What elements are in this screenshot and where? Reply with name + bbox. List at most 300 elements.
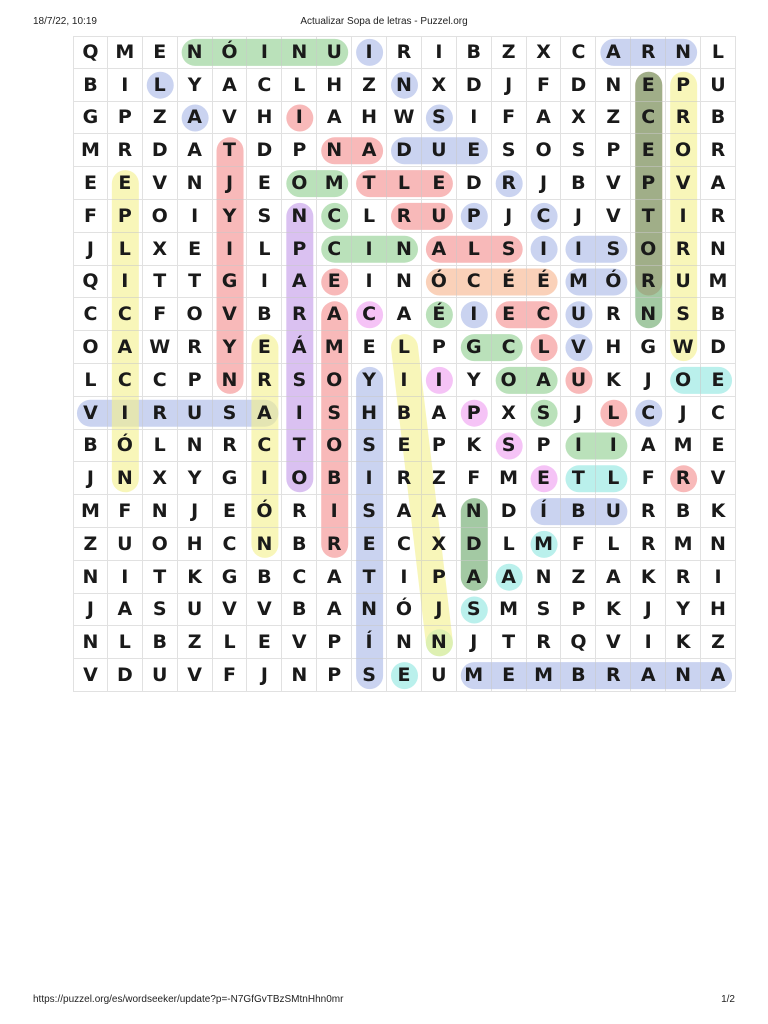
grid-cell[interactable]: A [631,659,666,692]
grid-cell[interactable]: I [352,266,387,299]
grid-cell[interactable]: N [596,69,631,102]
grid-cell[interactable]: K [666,626,701,659]
grid-cell[interactable]: V [213,102,248,135]
grid-cell[interactable]: R [666,561,701,594]
grid-cell[interactable]: I [387,364,422,397]
grid-cell[interactable]: R [387,200,422,233]
grid-cell[interactable]: E [422,167,457,200]
grid-cell[interactable]: I [282,102,317,135]
grid-cell[interactable]: A [387,495,422,528]
grid-cell[interactable]: U [561,298,596,331]
grid-cell[interactable]: B [73,430,108,463]
grid-cell[interactable]: W [387,102,422,135]
grid-cell[interactable]: E [457,134,492,167]
grid-cell[interactable]: O [143,528,178,561]
grid-cell[interactable]: B [561,495,596,528]
grid-cell[interactable]: W [666,331,701,364]
grid-cell[interactable]: U [701,69,736,102]
grid-cell[interactable]: P [666,69,701,102]
grid-cell[interactable]: A [178,134,213,167]
grid-cell[interactable]: A [422,495,457,528]
grid-cell[interactable]: S [596,233,631,266]
grid-cell[interactable]: E [387,430,422,463]
grid-cell[interactable]: Z [492,36,527,69]
grid-cell[interactable]: R [701,134,736,167]
grid-cell[interactable]: X [143,462,178,495]
grid-cell[interactable]: S [457,594,492,627]
grid-cell[interactable]: J [73,462,108,495]
grid-cell[interactable]: L [143,69,178,102]
grid-cell[interactable]: Z [73,528,108,561]
grid-cell[interactable]: L [492,528,527,561]
grid-cell[interactable]: V [666,167,701,200]
grid-cell[interactable]: I [701,561,736,594]
grid-cell[interactable]: I [247,266,282,299]
grid-cell[interactable]: R [387,36,422,69]
grid-cell[interactable]: E [108,167,143,200]
grid-cell[interactable]: B [143,626,178,659]
grid-cell[interactable]: M [527,528,562,561]
grid-cell[interactable]: M [317,167,352,200]
grid-cell[interactable]: P [108,102,143,135]
grid-cell[interactable]: C [457,266,492,299]
grid-cell[interactable]: C [631,397,666,430]
grid-cell[interactable]: J [178,495,213,528]
grid-cell[interactable]: G [457,331,492,364]
grid-cell[interactable]: R [387,462,422,495]
grid-cell[interactable]: Ó [422,266,457,299]
grid-cell[interactable]: B [666,495,701,528]
grid-cell[interactable]: J [631,364,666,397]
grid-cell[interactable]: N [666,659,701,692]
grid-cell[interactable]: I [247,36,282,69]
grid-cell[interactable]: E [213,495,248,528]
grid-cell[interactable]: N [247,528,282,561]
grid-cell[interactable]: B [73,69,108,102]
grid-cell[interactable]: I [352,36,387,69]
grid-cell[interactable]: Z [596,102,631,135]
grid-cell[interactable]: I [561,430,596,463]
grid-cell[interactable]: B [387,397,422,430]
grid-cell[interactable]: P [457,397,492,430]
grid-cell[interactable]: J [492,200,527,233]
grid-cell[interactable]: F [492,102,527,135]
grid-cell[interactable]: R [701,200,736,233]
grid-cell[interactable]: I [108,561,143,594]
grid-cell[interactable]: P [422,331,457,364]
grid-cell[interactable]: Y [213,331,248,364]
grid-cell[interactable]: G [73,102,108,135]
grid-cell[interactable]: A [701,659,736,692]
grid-cell[interactable]: S [213,397,248,430]
grid-cell[interactable]: T [631,200,666,233]
grid-cell[interactable]: I [422,364,457,397]
grid-cell[interactable]: Y [213,200,248,233]
grid-cell[interactable]: C [108,364,143,397]
grid-cell[interactable]: L [596,462,631,495]
grid-cell[interactable]: O [666,364,701,397]
grid-cell[interactable]: D [457,167,492,200]
grid-cell[interactable]: O [527,134,562,167]
grid-cell[interactable]: R [596,298,631,331]
grid-cell[interactable]: C [317,233,352,266]
grid-cell[interactable]: M [701,266,736,299]
grid-cell[interactable]: N [178,430,213,463]
grid-cell[interactable]: U [561,364,596,397]
grid-cell[interactable]: T [143,266,178,299]
grid-cell[interactable]: R [527,626,562,659]
grid-cell[interactable]: M [666,528,701,561]
grid-cell[interactable]: G [213,462,248,495]
grid-cell[interactable]: V [143,167,178,200]
grid-cell[interactable]: B [561,659,596,692]
grid-cell[interactable]: M [73,495,108,528]
grid-cell[interactable]: G [631,331,666,364]
grid-cell[interactable]: Y [457,364,492,397]
grid-cell[interactable]: S [282,364,317,397]
grid-cell[interactable]: C [352,298,387,331]
grid-cell[interactable]: N [213,364,248,397]
grid-cell[interactable]: I [457,298,492,331]
grid-cell[interactable]: Z [422,462,457,495]
grid-cell[interactable]: T [178,266,213,299]
grid-cell[interactable]: E [143,36,178,69]
grid-cell[interactable]: T [492,626,527,659]
grid-cell[interactable]: É [492,266,527,299]
grid-cell[interactable]: M [666,430,701,463]
grid-cell[interactable]: X [422,528,457,561]
grid-cell[interactable]: U [108,528,143,561]
grid-cell[interactable]: N [143,495,178,528]
grid-cell[interactable]: I [247,462,282,495]
grid-cell[interactable]: D [701,331,736,364]
grid-cell[interactable]: E [387,659,422,692]
grid-cell[interactable]: C [527,200,562,233]
grid-cell[interactable]: A [108,594,143,627]
grid-cell[interactable]: R [317,528,352,561]
grid-cell[interactable]: J [492,69,527,102]
grid-cell[interactable]: I [352,233,387,266]
grid-cell[interactable]: J [422,594,457,627]
grid-cell[interactable]: K [178,561,213,594]
grid-cell[interactable]: A [492,561,527,594]
grid-cell[interactable]: R [282,495,317,528]
grid-cell[interactable]: A [527,102,562,135]
grid-cell[interactable]: L [596,397,631,430]
grid-cell[interactable]: L [701,36,736,69]
grid-cell[interactable]: V [247,594,282,627]
grid-cell[interactable]: B [457,36,492,69]
grid-cell[interactable]: P [527,430,562,463]
grid-cell[interactable]: I [527,233,562,266]
grid-cell[interactable]: C [701,397,736,430]
grid-cell[interactable]: X [422,69,457,102]
grid-cell[interactable]: R [631,495,666,528]
grid-cell[interactable]: H [701,594,736,627]
grid-cell[interactable]: I [352,462,387,495]
grid-cell[interactable]: B [317,462,352,495]
grid-cell[interactable]: I [561,233,596,266]
grid-cell[interactable]: D [108,659,143,692]
grid-cell[interactable]: P [282,134,317,167]
grid-cell[interactable]: P [282,233,317,266]
grid-cell[interactable]: N [178,167,213,200]
grid-cell[interactable]: R [666,102,701,135]
grid-cell[interactable]: E [701,430,736,463]
grid-cell[interactable]: A [108,331,143,364]
grid-cell[interactable]: M [73,134,108,167]
grid-cell[interactable]: O [492,364,527,397]
grid-cell[interactable]: I [282,397,317,430]
grid-cell[interactable]: S [143,594,178,627]
grid-cell[interactable]: S [527,594,562,627]
grid-cell[interactable]: N [422,626,457,659]
grid-cell[interactable]: A [317,594,352,627]
grid-cell[interactable]: B [282,528,317,561]
grid-cell[interactable]: K [631,561,666,594]
grid-cell[interactable]: U [422,134,457,167]
grid-cell[interactable]: I [213,233,248,266]
grid-cell[interactable]: Y [178,69,213,102]
grid-cell[interactable]: U [422,200,457,233]
grid-cell[interactable]: D [457,528,492,561]
grid-cell[interactable]: A [213,69,248,102]
grid-cell[interactable]: X [492,397,527,430]
grid-cell[interactable]: S [492,233,527,266]
grid-cell[interactable]: J [247,659,282,692]
grid-cell[interactable]: N [631,298,666,331]
grid-cell[interactable]: É [527,266,562,299]
grid-cell[interactable]: N [387,626,422,659]
grid-cell[interactable]: A [457,561,492,594]
grid-cell[interactable]: J [73,594,108,627]
grid-cell[interactable]: E [631,134,666,167]
grid-cell[interactable]: N [387,233,422,266]
grid-cell[interactable]: J [561,200,596,233]
grid-cell[interactable]: V [282,626,317,659]
grid-cell[interactable]: L [108,233,143,266]
grid-cell[interactable]: Í [352,626,387,659]
grid-cell[interactable]: C [282,561,317,594]
grid-cell[interactable]: P [178,364,213,397]
grid-cell[interactable]: S [317,397,352,430]
grid-cell[interactable]: S [352,495,387,528]
grid-cell[interactable]: M [527,659,562,692]
grid-cell[interactable]: E [247,331,282,364]
grid-cell[interactable]: L [387,331,422,364]
grid-cell[interactable]: I [317,495,352,528]
grid-cell[interactable]: V [701,462,736,495]
grid-cell[interactable]: Q [73,266,108,299]
grid-cell[interactable]: A [282,266,317,299]
grid-cell[interactable]: I [108,266,143,299]
grid-cell[interactable]: P [631,167,666,200]
grid-cell[interactable]: U [143,659,178,692]
grid-cell[interactable]: Ó [213,36,248,69]
grid-cell[interactable]: E [247,626,282,659]
grid-cell[interactable]: E [73,167,108,200]
grid-cell[interactable]: R [143,397,178,430]
grid-cell[interactable]: R [631,528,666,561]
grid-cell[interactable]: O [631,233,666,266]
grid-cell[interactable]: T [561,462,596,495]
grid-cell[interactable]: A [317,102,352,135]
grid-cell[interactable]: V [213,594,248,627]
grid-cell[interactable]: X [527,36,562,69]
grid-cell[interactable]: O [666,134,701,167]
grid-cell[interactable]: K [701,495,736,528]
grid-cell[interactable]: B [247,561,282,594]
grid-cell[interactable]: W [143,331,178,364]
grid-cell[interactable]: S [422,102,457,135]
grid-cell[interactable]: T [352,167,387,200]
grid-cell[interactable]: P [108,200,143,233]
grid-cell[interactable]: C [247,430,282,463]
grid-cell[interactable]: S [247,200,282,233]
grid-cell[interactable]: Ó [247,495,282,528]
grid-cell[interactable]: N [317,134,352,167]
grid-cell[interactable]: C [317,200,352,233]
grid-cell[interactable]: O [282,462,317,495]
grid-cell[interactable]: B [701,102,736,135]
grid-cell[interactable]: N [666,36,701,69]
grid-cell[interactable]: J [213,167,248,200]
grid-cell[interactable]: S [527,397,562,430]
grid-cell[interactable]: I [387,561,422,594]
grid-cell[interactable]: V [73,659,108,692]
grid-cell[interactable]: N [701,528,736,561]
grid-cell[interactable]: N [527,561,562,594]
grid-cell[interactable]: L [527,331,562,364]
grid-cell[interactable]: P [317,626,352,659]
grid-cell[interactable]: E [492,298,527,331]
grid-cell[interactable]: F [457,462,492,495]
grid-cell[interactable]: O [73,331,108,364]
grid-cell[interactable]: Q [73,36,108,69]
grid-cell[interactable]: V [73,397,108,430]
grid-cell[interactable]: F [143,298,178,331]
grid-cell[interactable]: U [178,397,213,430]
grid-cell[interactable]: Y [666,594,701,627]
grid-cell[interactable]: E [247,167,282,200]
grid-cell[interactable]: E [701,364,736,397]
grid-cell[interactable]: O [143,200,178,233]
grid-cell[interactable]: L [143,430,178,463]
grid-cell[interactable]: C [561,36,596,69]
grid-cell[interactable]: R [282,298,317,331]
grid-cell[interactable]: P [457,200,492,233]
grid-cell[interactable]: T [352,561,387,594]
grid-cell[interactable]: H [247,102,282,135]
grid-cell[interactable]: A [178,102,213,135]
grid-cell[interactable]: A [527,364,562,397]
grid-cell[interactable]: A [631,430,666,463]
grid-cell[interactable]: V [213,298,248,331]
grid-cell[interactable]: R [666,462,701,495]
grid-cell[interactable]: M [317,331,352,364]
grid-cell[interactable]: Z [561,561,596,594]
grid-cell[interactable]: A [317,561,352,594]
grid-cell[interactable]: H [352,397,387,430]
grid-cell[interactable]: P [596,134,631,167]
grid-cell[interactable]: I [457,102,492,135]
grid-cell[interactable]: A [596,561,631,594]
grid-cell[interactable]: C [143,364,178,397]
grid-cell[interactable]: H [352,102,387,135]
grid-cell[interactable]: E [492,659,527,692]
grid-cell[interactable]: F [73,200,108,233]
grid-cell[interactable]: V [178,659,213,692]
grid-cell[interactable]: V [561,331,596,364]
grid-cell[interactable]: L [596,528,631,561]
grid-cell[interactable]: C [492,331,527,364]
grid-cell[interactable]: M [492,594,527,627]
grid-cell[interactable]: P [317,659,352,692]
grid-cell[interactable]: J [561,397,596,430]
grid-cell[interactable]: S [492,134,527,167]
grid-cell[interactable]: D [457,69,492,102]
grid-cell[interactable]: E [352,331,387,364]
grid-cell[interactable]: P [422,561,457,594]
grid-cell[interactable]: S [492,430,527,463]
grid-cell[interactable]: V [596,200,631,233]
grid-cell[interactable]: C [527,298,562,331]
grid-cell[interactable]: L [247,233,282,266]
grid-cell[interactable]: A [701,167,736,200]
grid-cell[interactable]: A [247,397,282,430]
grid-cell[interactable]: S [352,659,387,692]
grid-cell[interactable]: M [561,266,596,299]
grid-cell[interactable]: Ó [387,594,422,627]
grid-cell[interactable]: N [108,462,143,495]
grid-cell[interactable]: J [631,594,666,627]
grid-cell[interactable]: V [596,626,631,659]
grid-cell[interactable]: L [73,364,108,397]
grid-cell[interactable]: A [352,134,387,167]
grid-cell[interactable]: D [561,69,596,102]
grid-cell[interactable]: T [213,134,248,167]
grid-cell[interactable]: Z [143,102,178,135]
grid-cell[interactable]: R [178,331,213,364]
grid-cell[interactable]: K [596,594,631,627]
grid-cell[interactable]: A [422,233,457,266]
grid-cell[interactable]: E [631,69,666,102]
grid-cell[interactable]: O [282,167,317,200]
grid-cell[interactable]: F [108,495,143,528]
grid-cell[interactable]: V [596,167,631,200]
grid-cell[interactable]: F [527,69,562,102]
grid-cell[interactable]: E [178,233,213,266]
grid-cell[interactable]: C [387,528,422,561]
word-search-puzzle[interactable] [73,36,736,692]
grid-cell[interactable]: A [317,298,352,331]
grid-cell[interactable]: R [596,659,631,692]
grid-cell[interactable]: F [561,528,596,561]
grid-cell[interactable]: X [561,102,596,135]
grid-cell[interactable]: D [247,134,282,167]
grid-cell[interactable]: D [387,134,422,167]
grid-cell[interactable]: N [73,561,108,594]
grid-cell[interactable]: C [108,298,143,331]
grid-cell[interactable]: R [108,134,143,167]
grid-cell[interactable]: J [527,167,562,200]
grid-cell[interactable]: I [631,626,666,659]
grid-cell[interactable]: J [457,626,492,659]
grid-cell[interactable]: Z [701,626,736,659]
grid-cell[interactable]: Q [561,626,596,659]
grid-cell[interactable]: J [666,397,701,430]
grid-cell[interactable]: D [492,495,527,528]
